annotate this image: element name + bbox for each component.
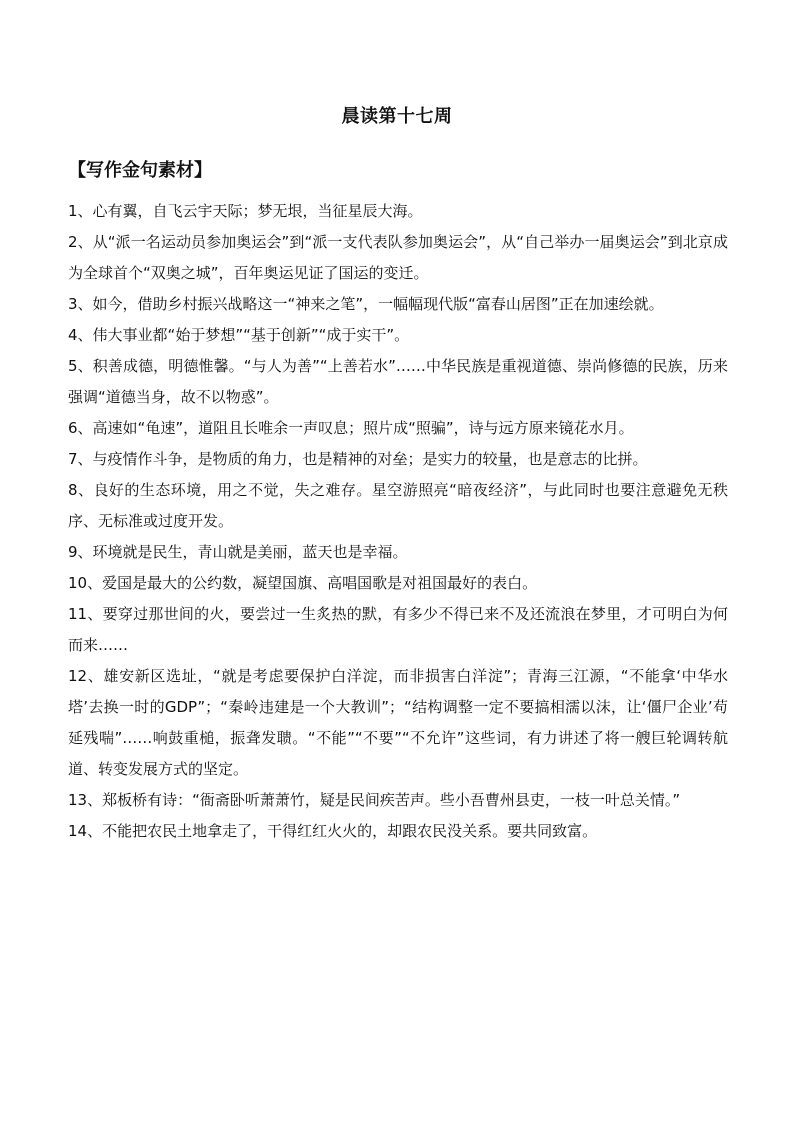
- list-item: 13、郑板桥有诗：“衙斋卧听萧萧竹，疑是民间疾苦声。些小吾曹州县吏，一枝一叶总关情。”: [68, 791, 681, 809]
- section-heading: 【写作金句素材】: [68, 160, 212, 181]
- list-item: 10、爱国是最大的公约数，凝望国旗、高唱国歌是对祖国最好的表白。: [68, 574, 538, 592]
- list-item: 8、良好的生态环境，用之不觉，失之难存。星空游照亮“暗夜经济”，与此同时也要注意避免无秩序、无标准或过度开发。: [68, 481, 728, 530]
- quote-list: [68, 196, 728, 847]
- list-item: 14、不能把农民土地拿走了，干得红红火火的，却跟农民没关系。要共同致富。: [68, 822, 598, 840]
- list-item: 11、要穿过那世间的火，要尝过一生炙热的默，有多少不得已来不及还流浪在梦里，才可明白为何而来……: [68, 605, 728, 654]
- list-item: 9、环境就是民生，青山就是美丽，蓝天也是幸福。: [68, 543, 408, 561]
- list-item: 3、如今，借助乡村振兴战略这一“神来之笔”，一幅幅现代版“富春山居图”正在加速绘就。: [68, 295, 664, 313]
- list-item: 5、积善成德，明德惟馨。“与人为善”“上善若水”……中华民族是重视道德、崇尚修德的民族，历来强调“道德当身，故不以物惑”。: [68, 357, 728, 406]
- list-item: 6、高速如“龟速”，道阻且长唯余一声叹息；照片成“照骗”，诗与远方原来镜花水月。: [68, 419, 634, 437]
- list-item: 4、伟大事业都“始于梦想”“基于创新”“成于实干”。: [68, 326, 410, 344]
- page-title: 晨读第十七周: [341, 106, 453, 127]
- list-item: 1、心有翼，自飞云宇天际；梦无垠，当征星辰大海。: [68, 202, 423, 220]
- list-item: 7、与疫情作斗争，是物质的角力，也是精神的对垒；是实力的较量，也是意志的比拼。: [68, 450, 648, 468]
- list-item: 12、雄安新区选址，“就是考虑要保护白洋淀，而非损害白洋淀”；青海三江源，“不能拿‘中华水塔’去换一时的GDP”；“秦岭违建是一个大教训”；“结构调整一定不要搞相濡以沫，让‘僵尸企业’苟延残喘”……响鼓重槌，振聋发聩。“不能”“不要”“不允许”这些词，有力讲述了将一艘巨轮调转航道、转变发展方式的坚定。: [68, 667, 728, 778]
- list-item: 2、从“派一名运动员参加奥运会”到“派一支代表队参加奥运会”，从“自己举办一届奥运会”到北京成为全球首个“双奥之城”，百年奥运见证了国运的变迁。: [68, 233, 728, 282]
